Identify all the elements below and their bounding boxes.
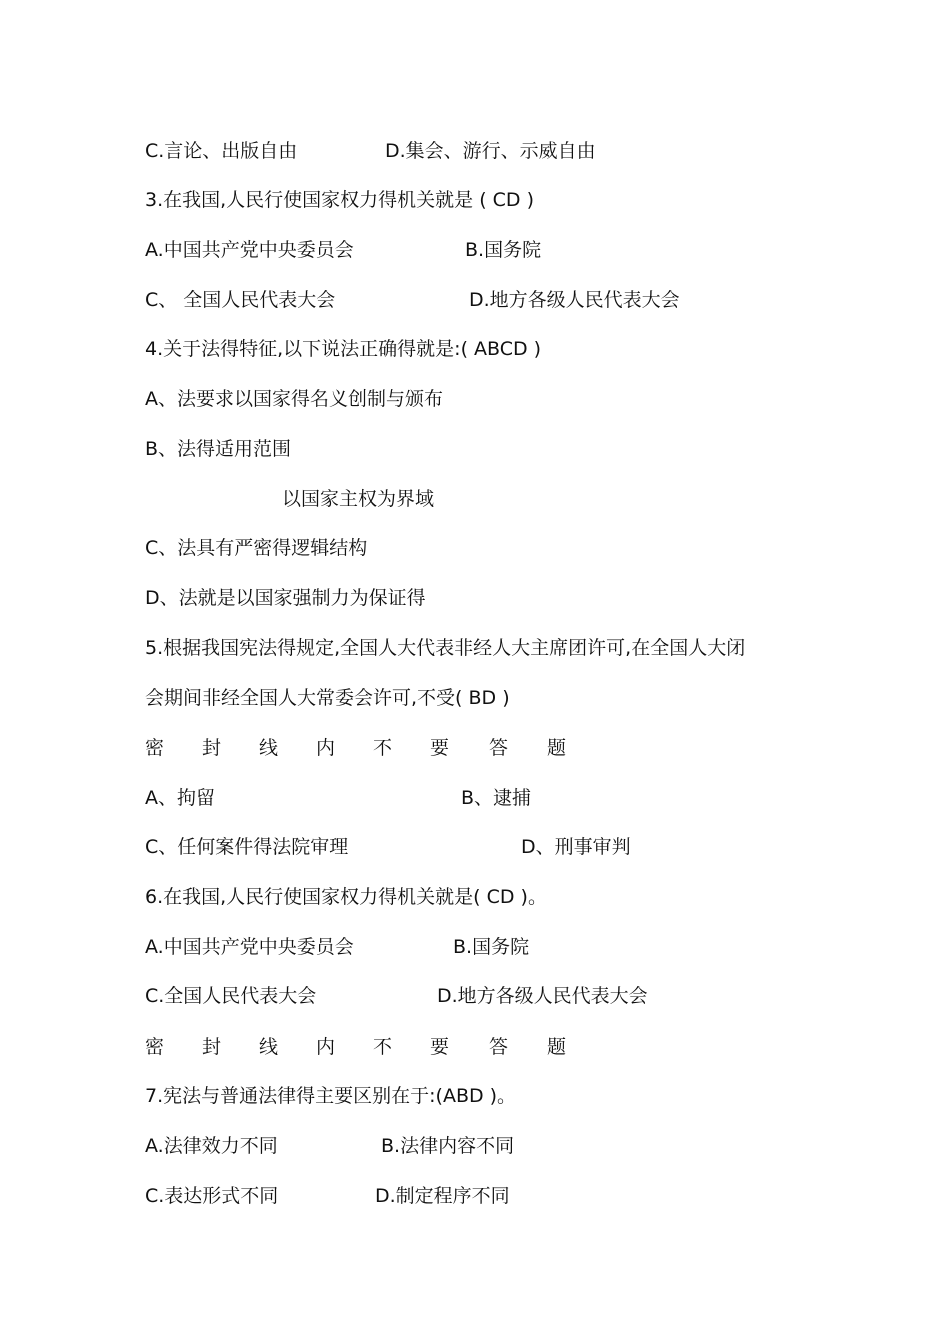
seal-char: 题 xyxy=(547,1036,567,1058)
question-text xyxy=(145,683,510,713)
option-text: C、法具有严密得逻辑结构 xyxy=(145,537,368,559)
option-text: C.全国人民代表大会 xyxy=(145,985,317,1007)
option-text: B.国务院 xyxy=(453,936,530,958)
option-text: A、法要求以国家得名义创制与颁布 xyxy=(145,388,443,410)
option-text: A、拘留 xyxy=(145,787,215,809)
seal-char: 不 xyxy=(373,737,393,759)
option-line xyxy=(145,1131,515,1161)
seal-char: 封 xyxy=(202,1036,222,1058)
seal-char: 密 xyxy=(145,1036,165,1058)
option-text: B.法律内容不同 xyxy=(381,1135,515,1157)
question-text xyxy=(145,334,541,364)
question-text xyxy=(145,882,547,912)
option-text: A.法律效力不同 xyxy=(145,1135,278,1157)
option-text: C.表达形式不同 xyxy=(145,1185,279,1207)
question-3: 3.在我国,人民行使国家权力得机关就是 ( CD ) xyxy=(145,189,535,211)
seal-char: 要 xyxy=(430,1036,450,1058)
option-line xyxy=(145,1181,510,1211)
seal-char: 密 xyxy=(145,737,165,759)
option-text: D.制定程序不同 xyxy=(375,1185,510,1207)
option-text: C.言论、出版自由 xyxy=(145,140,298,162)
option-line xyxy=(145,235,542,265)
option-line xyxy=(145,932,530,962)
option-line xyxy=(145,533,367,563)
option-line xyxy=(145,434,291,464)
question-5: 5.根据我国宪法得规定,全国人大代表非经人大主席团许可,在全国人大闭 xyxy=(145,637,746,659)
question-text xyxy=(145,1081,516,1111)
option-continuation xyxy=(282,484,434,514)
option-line xyxy=(145,832,631,862)
option-line xyxy=(145,285,680,315)
option-text: D、刑事审判 xyxy=(521,836,631,858)
option-text: B、逮捕 xyxy=(461,787,532,809)
option-text: B、法得适用范围 xyxy=(145,438,292,460)
option-text: A.中国共产党中央委员会 xyxy=(145,239,354,261)
question-5-cont: 会期间非经全国人大常委会许可,不受( BD ) xyxy=(145,687,510,709)
question-7: 7.宪法与普通法律得主要区别在于:(ABD )。 xyxy=(145,1085,517,1107)
option-text: D、法就是以国家强制力为保证得 xyxy=(145,587,426,609)
option-line xyxy=(145,384,443,414)
option-text: D.地方各级人民代表大会 xyxy=(469,289,680,311)
seal-char: 线 xyxy=(259,737,279,759)
question-text xyxy=(145,185,534,215)
seal-char: 要 xyxy=(430,737,450,759)
option-line xyxy=(145,783,532,813)
seal-char: 不 xyxy=(373,1036,393,1058)
option-text: C、任何案件得法院审理 xyxy=(145,836,349,858)
option-text: B.国务院 xyxy=(465,239,542,261)
question-6: 6.在我国,人民行使国家权力得机关就是( CD )。 xyxy=(145,886,547,908)
option-text: C、 全国人民代表大会 xyxy=(145,289,336,311)
question-text xyxy=(145,633,745,663)
seal-char: 答 xyxy=(489,1036,509,1058)
option-text: D.集会、游行、示威自由 xyxy=(385,140,596,162)
seal-char: 线 xyxy=(259,1036,279,1058)
seal-char: 答 xyxy=(489,737,509,759)
option-text: A.中国共产党中央委员会 xyxy=(145,936,354,958)
option-line xyxy=(145,981,648,1011)
seal-char: 内 xyxy=(316,737,336,759)
seal-char: 内 xyxy=(316,1036,336,1058)
option-line xyxy=(145,136,596,166)
seal-char: 题 xyxy=(547,737,567,759)
option-text: 以国家主权为界域 xyxy=(282,488,435,510)
seal-char: 封 xyxy=(202,737,222,759)
question-4: 4.关于法得特征,以下说法正确得就是:( ABCD ) xyxy=(145,338,542,360)
option-text: D.地方各级人民代表大会 xyxy=(437,985,648,1007)
option-line xyxy=(145,583,426,613)
